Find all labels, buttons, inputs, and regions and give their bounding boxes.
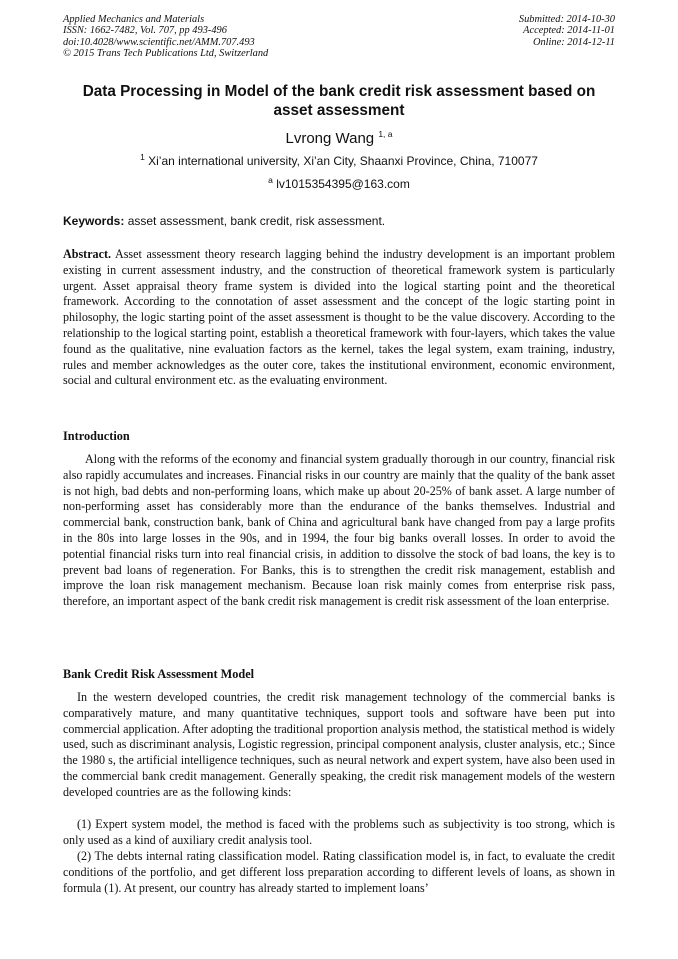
issn-info: ISSN: 1662-7482, Vol. 707, pp 493-496 xyxy=(63,25,227,37)
bank-model-paragraph-3: (2) The debts internal rating classification model. Rating classification model is, in fact, to evaluate the credit conditions of the portfolio, and get different loss preparation according to different levels of loans, as shown in formula (1). At present, our country has already started to implement loans’ xyxy=(63,849,615,895)
email-address[interactable]: lv1015354395@163.com xyxy=(276,177,410,191)
submitted-date: Submitted: 2014-10-30 xyxy=(518,14,615,25)
affiliation-text: Xi’an international university, Xi’an City, Shaanxi Province, China, 710077 xyxy=(148,154,538,168)
affiliation-sup: 1 xyxy=(140,152,145,162)
abstract-paragraph xyxy=(63,247,615,389)
online-date: Online: 2014-12-11 xyxy=(532,36,615,48)
paper-title xyxy=(63,82,615,120)
affiliation-line xyxy=(63,154,615,169)
doi-info[interactable]: doi:10.4028/www.scientific.net/AMM.707.493 xyxy=(63,36,255,48)
introduction-paragraph: Along with the reforms of the economy and financial system gradually thorough in our country, financial risk also rapidly accumulates and increases. Financial risks in our country are mainly that the quality of the bank asset is not high, bad debts and non-performing loans, which make up about 20-25% of bank asset. A large number of non-performing asset has considerably more than the endurance of the banks themselves. Industrial and commercial bank, construction bank, bank of China and agricultural bank have changed from pay a large profits in the 80s into large losses in the 90s, and in 1994, the four big banks overall losses. In order to avoid the potential financial risks turn into real financial crisis, in addition to dissolve the stock of bad loans, the key is to prevent bad loans of regeneration. For Banks, this is to strengthen the credit risk management, establish and improve the loan risk management mechanism. Because loan risk mainly comes from enterprise risk pass, therefore, an important aspect of the bank credit risk management is credit risk assessment of the loan enterprise. xyxy=(63,452,615,609)
title-line-2: asset assessment xyxy=(273,102,405,119)
bank-model-paragraph-1: In the western developed countries, the credit risk management technology of the commercial banks is comparatively mature, and many quantitative techniques, support tools and software have been put into commercial application. After adopting the traditional proportion analysis method, the statistical method is widely used, such as discriminant analysis, Logistic regression, principal component analysis, cluster analysis, etc.; Since the 1980 s, the artificial intelligence techniques, such as neural network and expert system, have also been used in the commercial bank credit management. Generally speaking, the credit risk management models of the western developed countries are as the following kinds: xyxy=(63,690,615,799)
bank-model-paragraph-2: (1) Expert system model, the method is faced with the problems such as subjectivity is too strong, which is only used as a kind of auxiliary credit analysis tool. xyxy=(63,817,615,847)
journal-header-right xyxy=(415,14,615,48)
email-sup: a xyxy=(268,175,273,185)
title-line-1: Data Processing in Model of the bank credit risk assessment based on xyxy=(82,83,596,100)
abstract-text: Asset assessment theory research lagging behind the industry development is an important problem existing in current assessment industry, and the construction of theoretical framework system is particularly urgent. Asset appraisal theory frame system is divided into the logical starting point and the theoretical framework. According to the connotation of asset assessment and the concept of the logic starting point in philosophy, the logic starting point of the asset assessment is thought to be the value discovery. According to the relationship to the logical starting point, establish a theoretical framework with four-layers, which takes the value found as the qualitative, nine evaluation factors as the kernel, takes the legal system, exam training, industry, rules and member acknowledges as the outer core, takes the institutional environment, economic environment, social and cultural environment etc. as the evaluating environment. xyxy=(63,247,616,388)
keywords-line xyxy=(63,214,615,229)
author-line xyxy=(63,130,615,148)
email-line xyxy=(63,177,615,192)
abstract-label: Abstract. xyxy=(63,247,112,261)
keywords-label: Keywords: xyxy=(63,214,125,228)
author-name: Lvrong Wang xyxy=(285,130,375,147)
accepted-date: Accepted: 2014-11-01 xyxy=(523,25,615,37)
journal-name: Applied Mechanics and Materials xyxy=(63,14,205,25)
copyright-info: © 2015 Trans Tech Publications Ltd, Switzerland xyxy=(63,48,269,60)
bank-model-heading: Bank Credit Risk Assessment Model xyxy=(63,667,255,681)
journal-header-left xyxy=(63,14,363,60)
author-sup: 1, a xyxy=(378,129,393,139)
keywords-text: asset assessment, bank credit, risk assessment. xyxy=(127,214,386,228)
introduction-heading: Introduction xyxy=(63,429,130,443)
